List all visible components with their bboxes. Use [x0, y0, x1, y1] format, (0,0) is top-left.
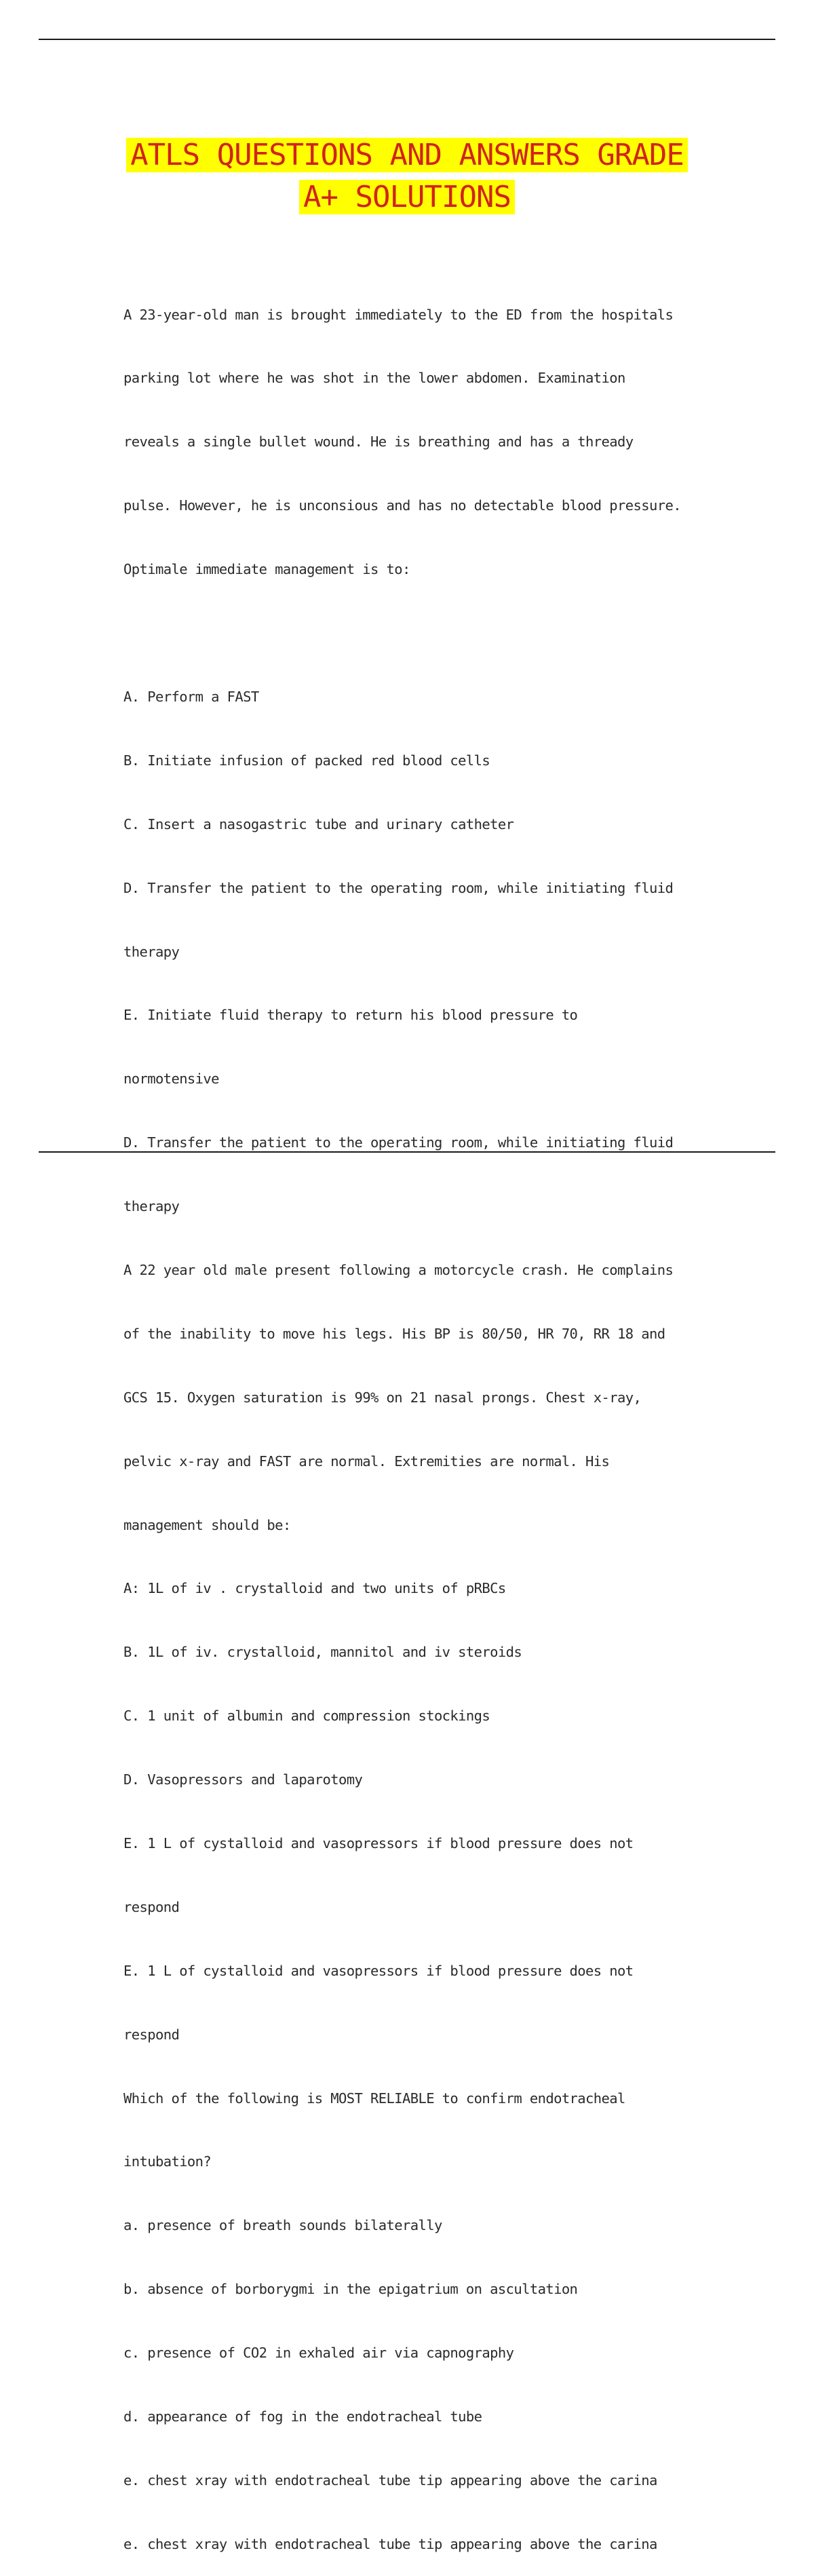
- body-line: Which of the following is MOST RELIABLE to confirm endotracheal: [123, 2090, 625, 2107]
- body-line: Optimale immediate management is to:: [123, 561, 410, 578]
- answer-option: d. appearance of fog in the endotracheal tube: [123, 2408, 482, 2425]
- blank-line: [123, 623, 720, 644]
- answer-option: D. Vasopressors and laparotomy: [123, 1771, 363, 1788]
- answer-option: C. 1 unit of albumin and compression stockings: [123, 1708, 490, 1725]
- answer-option: A. Perform a FAST: [123, 688, 259, 705]
- document-title: [0, 134, 814, 218]
- correct-answer: e. chest xray with endotracheal tube tip appearing above the carina: [123, 2535, 657, 2552]
- body-line: A 22 year old male present following a motorcycle crash. He complains: [123, 1261, 674, 1278]
- document-body: [123, 262, 720, 2576]
- title-line-1: ATLS QUESTIONS AND ANSWERS GRADE: [126, 138, 688, 172]
- answer-option: c. presence of CO2 in exhaled air via capnography: [123, 2345, 514, 2362]
- bottom-rule: [39, 1151, 775, 1153]
- answer-option: therapy: [123, 943, 180, 960]
- answer-option: a. presence of breath sounds bilaterally: [123, 2217, 442, 2234]
- body-line: A 23-year-old man is brought immediately to the ED from the hospitals: [123, 306, 674, 323]
- correct-answer: E. 1 L of cystalloid and vasopressors if blood pressure does not: [123, 1962, 634, 1979]
- body-line: parking lot where he was shot in the lower abdomen. Examination: [123, 370, 625, 387]
- body-line: GCS 15. Oxygen saturation is 99% on 21 nasal prongs. Chest x-ray,: [123, 1389, 642, 1406]
- answer-option: E. 1 L of cystalloid and vasopressors if blood pressure does not: [123, 1834, 634, 1851]
- body-line: of the inability to move his legs. His BP is 80/50, HR 70, RR 18 and: [123, 1325, 665, 1342]
- answer-option: b. absence of borborygmi in the epigatrium on ascultation: [123, 2281, 578, 2298]
- correct-answer: therapy: [123, 1198, 180, 1215]
- body-line: management should be:: [123, 1516, 291, 1533]
- answer-option: C. Insert a nasogastric tube and urinary catheter: [123, 815, 514, 832]
- body-line: pelvic x-ray and FAST are normal. Extremities are normal. His: [123, 1453, 610, 1469]
- top-rule: [39, 39, 775, 40]
- answer-option: A: 1L of iv . crystalloid and two units of pRBCs: [123, 1580, 506, 1597]
- body-line: reveals a single bullet wound. He is breathing and has a thready: [123, 434, 634, 450]
- answer-option: D. Transfer the patient to the operating room, while initiating fluid: [123, 879, 674, 896]
- body-line: intubation?: [123, 2153, 212, 2170]
- body-line: pulse. However, he is unconsious and has no detectable blood pressure.: [123, 497, 681, 514]
- correct-answer: D. Transfer the patient to the operating room, while initiating fluid: [123, 1134, 674, 1151]
- answer-option: respond: [123, 1898, 180, 1915]
- correct-answer: respond: [123, 2026, 180, 2043]
- answer-option: e. chest xray with endotracheal tube tip appearing above the carina: [123, 2472, 657, 2488]
- answer-option: B. 1L of iv. crystalloid, mannitol and iv steroids: [123, 1644, 522, 1661]
- answer-option: normotensive: [123, 1071, 219, 1088]
- answer-option: B. Initiate infusion of packed red blood cells: [123, 752, 490, 769]
- answer-option: E. Initiate fluid therapy to return his blood pressure to: [123, 1007, 578, 1024]
- title-line-2: A+ SOLUTIONS: [299, 180, 515, 214]
